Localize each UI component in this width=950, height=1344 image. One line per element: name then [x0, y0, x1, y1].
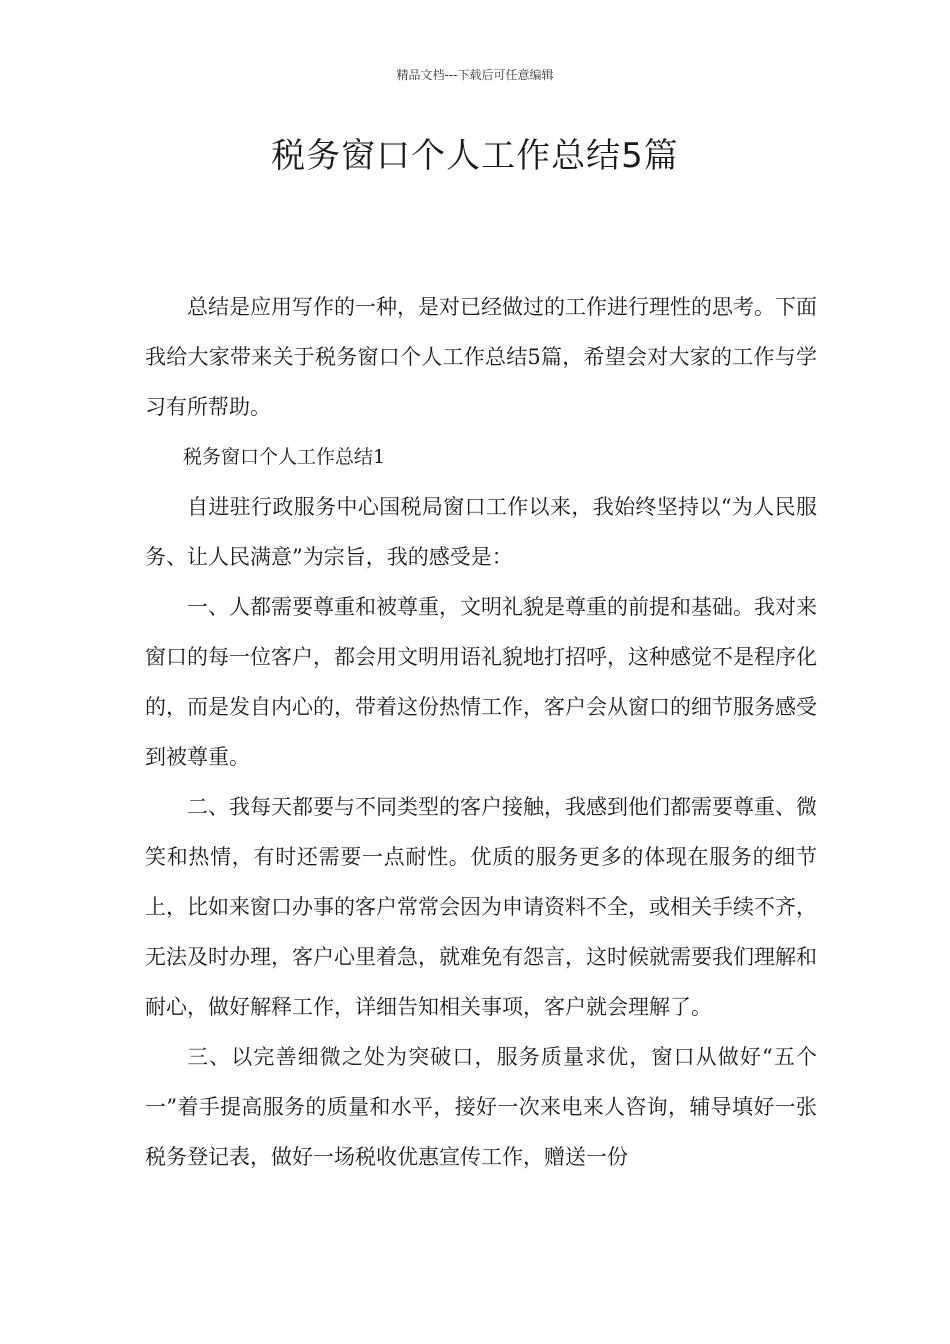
header-note: 精品文档---下载后可任意编辑	[396, 68, 554, 82]
body-paragraph: 三、以完善细微之处为突破口，服务质量求优，窗口从做好“五个一”着手提高服务的质量和水平，接好一次来电来人咨询，辅导填好一张税务登记表，做好一场税收优惠宣传工作，赠送一份	[145, 1045, 817, 1169]
body-paragraph: 一、人都需要尊重和被尊重，文明礼貌是尊重的前提和基础。我对来窗口的每一位客户，都会用文明用语礼貌地打招呼，这种感觉不是程序化的，而是发自内心的，带着这份热情工作，客户会从窗口的细节服务感受到被尊重。	[145, 595, 817, 769]
body-paragraph: 二、我每天都要与不同类型的客户接触，我感到他们都需要尊重、微笑和热情，有时还需要一点耐性。优质的服务更多的体现在服务的细节上，比如来窗口办事的客户常常会因为申请资料不全，或相关手续不齐，无法及时办理，客户心里着急，就难免有怨言，这时候就需要我们理解和耐心，做好解释工作，详细告知相关事项，客户就会理解了。	[145, 795, 817, 1019]
intro-paragraph: 总结是应用写作的一种，是对已经做过的工作进行理性的思考。下面我给大家带来关于税务窗口个人工作总结5篇，希望会对大家的工作与学习有所帮助。	[145, 295, 817, 419]
section-heading: 税务窗口个人工作总结1	[183, 446, 386, 468]
body-paragraph: 自进驻行政服务中心国税局窗口工作以来，我始终坚持以“为人民服务、让人民满意”为宗旨，我的感受是：	[145, 495, 817, 569]
document-body	[145, 282, 817, 1182]
document-title: 税务窗口个人工作总结5篇	[271, 136, 679, 176]
